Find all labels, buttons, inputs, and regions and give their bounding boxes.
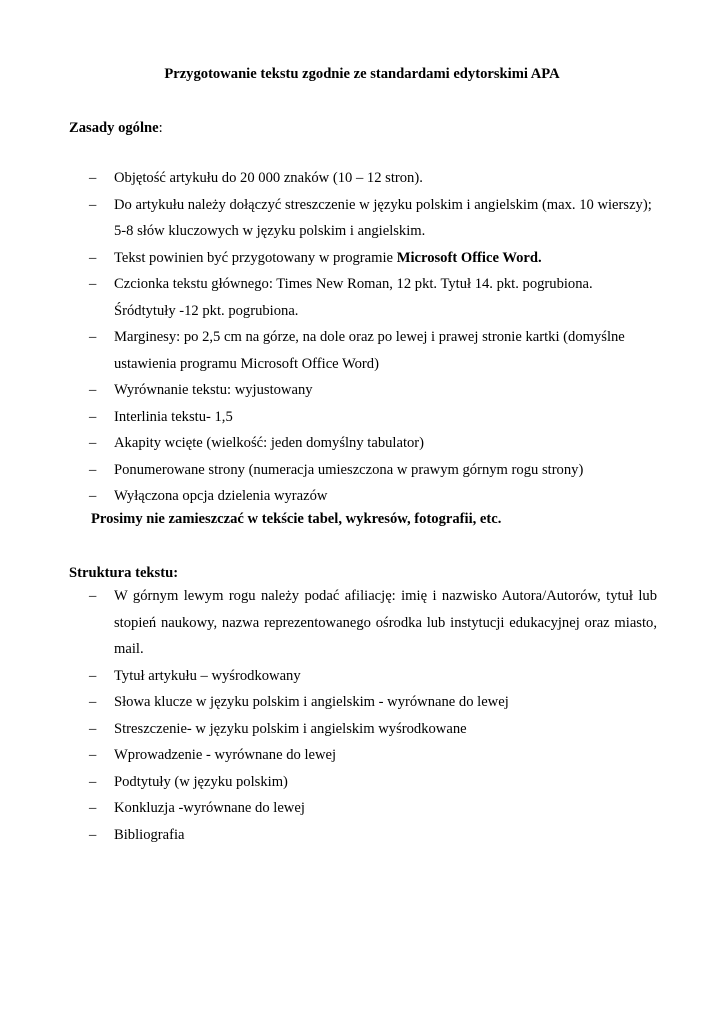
document-title: Przygotowanie tekstu zgodnie ze standardami edytorskimi APA: [164, 66, 560, 82]
dash-bullet: –: [89, 488, 97, 504]
dash-bullet: –: [89, 196, 97, 213]
list-item: [89, 483, 657, 510]
list-item: [89, 742, 657, 769]
list-item-text: Ponumerowane strony (numeracja umieszczona w prawym górnym rogu strony): [114, 461, 584, 478]
list-item-text: Streszczenie- w języku polskim i angielskim wyśrodkowane: [114, 720, 467, 737]
list-item-text: Podtytuły (w języku polskim): [114, 773, 288, 790]
dash-bullet: –: [89, 588, 97, 604]
dash-bullet: –: [89, 694, 97, 710]
dash-bullet: –: [89, 667, 97, 684]
dash-bullet: –: [89, 435, 97, 451]
list-item-text: Wyrównanie tekstu: wyjustowany: [114, 382, 313, 398]
dash-bullet: –: [89, 329, 97, 345]
list-item-text: Bibliografia: [114, 826, 185, 843]
list-item-text: Wprowadzenie - wyrównane do lewej: [114, 747, 337, 763]
list-item: [89, 689, 657, 716]
list-item: [89, 716, 657, 743]
list-item: [89, 245, 657, 272]
list-item-text: Interlinia tekstu- 1,5: [114, 408, 233, 425]
dash-bullet: –: [89, 276, 97, 292]
list-item: [89, 583, 657, 663]
list-item-text: Słowa klucze w języku polskim i angielskim - wyrównane do lewej: [114, 694, 509, 710]
heading-colon: :: [158, 120, 163, 136]
list-item-text: Akapity wcięte (wielkość: jeden domyślny tabulator): [114, 435, 425, 451]
list-item: [89, 271, 657, 324]
list-item-text: Konkluzja -wyrównane do lewej: [114, 800, 305, 816]
list-item: [89, 795, 657, 822]
dash-bullet: –: [89, 249, 97, 266]
list-item-text: Marginesy: po 2,5 cm na górze, na dole oraz po lewej i prawej stronie kartki (domyślne ustawienia programu Microsoft Office Word): [114, 329, 625, 372]
list-item: [89, 404, 657, 431]
dash-bullet: –: [89, 720, 97, 737]
dash-bullet: –: [89, 408, 97, 425]
general-rules-list: [89, 165, 657, 510]
dash-bullet: –: [89, 461, 97, 478]
list-item: [89, 663, 657, 690]
list-item-text: Wyłączona opcja dzielenia wyrazów: [114, 488, 328, 504]
general-rules-heading: [69, 120, 163, 137]
list-item: [89, 192, 657, 245]
dash-bullet: –: [89, 747, 97, 763]
list-item: [89, 769, 657, 796]
no-tables-note: Prosimy nie zamieszczać w tekście tabel, wykresów, fotografii, etc.: [91, 511, 502, 527]
general-rules-heading-text: Zasady ogólne: [69, 120, 159, 136]
list-item-text: W górnym lewym rogu należy podać afiliację: imię i nazwisko Autora/Autorów, tytuł lub stopień naukowy, nazwa reprezentowanego ośrodka lub instytucji edukacyjnej oraz miasto, mail.: [114, 588, 657, 657]
list-item: [89, 165, 657, 192]
structure-list: [89, 583, 657, 848]
list-item-text: Objętość artykułu do 20 000 znaków (10 – 12 stron).: [114, 170, 423, 186]
list-item: [89, 822, 657, 849]
list-item: [89, 430, 657, 457]
list-item-text: Czcionka tekstu głównego: Times New Roman, 12 pkt. Tytuł 14. pkt. pogrubiona. Śródtytuły -12 pkt. pogrubiona.: [114, 276, 593, 319]
dash-bullet: –: [89, 800, 97, 816]
list-item: [89, 377, 657, 404]
dash-bullet: –: [89, 382, 97, 398]
list-item: [89, 457, 657, 484]
structure-heading-text: Struktura tekstu:: [69, 565, 179, 581]
list-item: [89, 324, 657, 377]
list-item-text: Tytuł artykułu – wyśrodkowany: [114, 667, 301, 684]
dash-bullet: –: [89, 826, 97, 843]
list-item-text: Tekst powinien być przygotowany w programie: [114, 249, 397, 266]
list-item-text: Do artykułu należy dołączyć streszczenie w języku polskim i angielskim (max. 10 wierszy); 5-8 słów kluczowych w języku polskim i angielskim.: [114, 196, 652, 239]
list-item-bold-text: Microsoft Office Word.: [396, 249, 542, 266]
structure-heading: [69, 565, 178, 582]
dash-bullet: –: [89, 170, 97, 186]
dash-bullet: –: [89, 773, 97, 790]
